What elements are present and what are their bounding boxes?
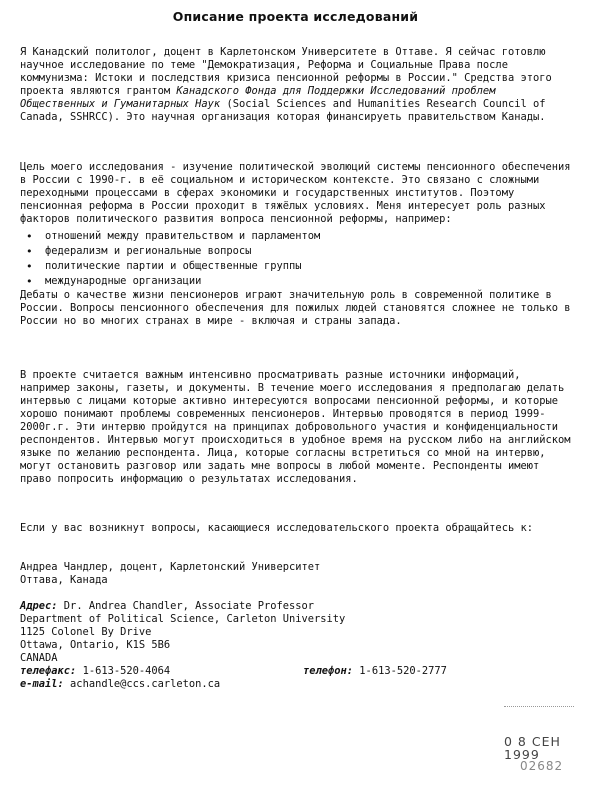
list-item: • политические партии и общественные группы <box>20 259 572 274</box>
email-label: e-mail: <box>20 678 64 690</box>
address-name: Dr. Andrea Chandler, Associate Professor <box>57 600 315 612</box>
questions-paragraph <box>20 522 572 535</box>
fax-number: 1-613-520-4064 <box>76 665 171 677</box>
stamp-number: 02682 <box>520 759 564 773</box>
fax-field <box>20 665 170 678</box>
list-item: • федерализм и региональные вопросы <box>20 244 572 259</box>
address-label: Адрес: <box>20 600 58 612</box>
phone-number: 1-613-520-2777 <box>353 665 447 677</box>
debates-text: Дебаты о качестве жизни пенсионеров играют значительную роль в современной политике в России. Вопросы пенсионного обеспечения для пожилых людей становятся сложнее не только в России но во многих странах в мире - включая и страны запада. <box>20 289 571 327</box>
address-line: 1125 Colonel By Drive <box>20 626 152 638</box>
goal-paragraph <box>20 161 572 328</box>
factors-list <box>20 229 572 289</box>
phone-field <box>303 665 447 678</box>
contact-russian <box>20 561 572 587</box>
contact-city-ru: Оттава, Канада <box>20 574 108 586</box>
intro-text-2: (Social Sciences and Humanities Research Council of Canada, SSHRCC). Это научная организация которая финансируеть правительством Канады. <box>20 98 546 123</box>
fund-name: Канадского Фонда для Поддержки Исследований проблем Общественных и Гуманитарных Наук <box>20 85 496 110</box>
list-item: • международные организации <box>20 274 572 289</box>
phone-label: телефон: <box>303 665 354 677</box>
email-link[interactable]: achandle@ccs.carleton.ca <box>63 678 221 690</box>
stamp-date: 0 8 СЕН 1999 <box>504 734 561 762</box>
phone-row <box>20 665 572 678</box>
questions-text: Если у вас возникнут вопросы, касающиеся исследовательского проекта обращайтесь к: <box>20 522 533 534</box>
address-line: CANADA <box>20 652 58 664</box>
goal-text: Цель моего исследования - изучение политической эволюций системы пенсионного обеспечения в России с 1990-г. в её социальном и историческом контексте. Это связано с сложными переходными процессами в сферах экономики и государственных институтов. Поэтому пенсионная реформа в России проходит в тяжёлых условиях. Меня интересует роль разных факторов политического развития вопроса пенсионной реформы, например: <box>20 161 571 225</box>
list-item: • отношений между правительством и парламентом <box>20 229 572 244</box>
intro-text-1: Я Канадский политолог, доцент в Карлетонском Университете в Оттаве. Я сейчас готовлю научное исследование по теме "Демократизация, Реформа и Социальные Права после коммунизма: Истоки и последствия кризиса пенсионной реформы в России." Средства этого проекта являются грантом <box>20 46 552 97</box>
address-line: Department of Political Science, Carleton University <box>20 613 346 625</box>
method-text: В проекте считается важным интенсивно просматривать разные источники информаций, например законы, газеты, и документы. В течение моего исследования я предполагаю делать интервью с лицами которые активно интересуются вопросами пенсионной реформы, и которые хорошо понимают проблемы современных пенсионеров. Интервью проводятся в период 1999-2000г.г. Эти интервю пройдутся на принципах добровольного участия и конфиденциальности респондентов. Интервью могут происходиться в удобное время на русском либо на английском языке по желанию респондента. Лица, которые согласны встретиться со мной на интервю, могут остановить разговор или задать мне вопросы в любой моменте. Респонденты имеют право попросить информацию о результатах исследования. <box>20 369 571 485</box>
page-title: Описание проекта исследований <box>172 9 419 24</box>
fax-label: телефакс: <box>20 665 77 677</box>
address-line: Ottawa, Ontario, K1S 5B6 <box>20 639 171 651</box>
stamp-mark <box>504 706 574 715</box>
intro-paragraph <box>20 46 572 124</box>
method-paragraph <box>20 369 572 486</box>
contact-name-ru: Андреа Чандлер, доцент, Карлетонский Университет <box>20 561 321 573</box>
address-block <box>20 600 572 691</box>
